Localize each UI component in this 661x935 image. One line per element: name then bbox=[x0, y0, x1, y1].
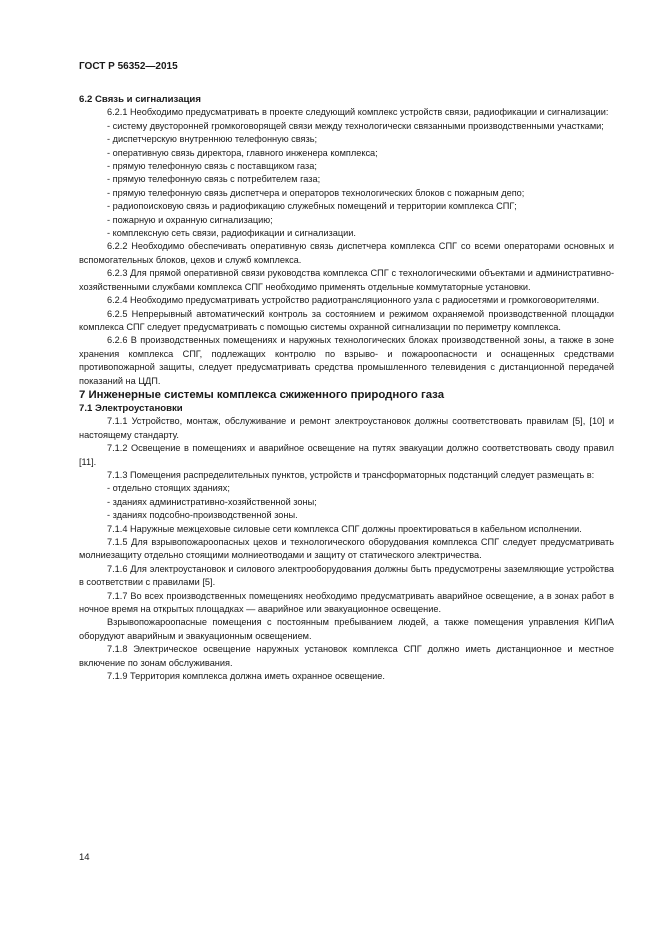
list-item: - комплексную сеть связи, радиофикации и сигнализации. bbox=[107, 228, 356, 239]
page-number: 14 bbox=[79, 852, 90, 863]
document-header: ГОСТ Р 56352—2015 bbox=[79, 61, 178, 72]
list-item: - отдельно стоящих зданиях; bbox=[107, 483, 230, 494]
paragraph-7-1-6: 7.1.6 Для электроустановок и силового электрооборудования должны быть предусмотрены заземляющие устройства в соответствии с правилами [5]. bbox=[79, 563, 614, 588]
list-item: - пожарную и охранную сигнализацию; bbox=[107, 214, 273, 225]
paragraph-7-1-8: 7.1.8 Электрическое освещение наружных установок комплекса СПГ должно иметь дистанционное и местное включение по зонам обслуживания. bbox=[79, 644, 614, 668]
section-heading-7-1: 7.1 Электроустановки bbox=[79, 402, 183, 414]
section-heading-6-2: 6.2 Связь и сигнализация bbox=[79, 94, 201, 105]
paragraph-6-2-3: 6.2.3 Для прямой оперативной связи руководства комплекса СПГ с технологическими объектами и административно-хозяйственными службами комплекса СПГ необходимо применять отдельные коммутаторные установки. bbox=[79, 268, 614, 292]
paragraph-6-2-5: 6.2.5 Непрерывный автоматический контроль за состоянием и режимом охраняемой производственной площадки комплекса СПГ следует предусматривать с помощью системы охранной сигнализации по периметру комплекса. bbox=[79, 308, 614, 332]
list-item: - прямую телефонную связь диспетчера и операторов технологических блоков с пожарным депо; bbox=[107, 187, 525, 198]
paragraph-6-2-1: 6.2.1 Необходимо предусматривать в проекте следующий комплекс устройств связи, радиофикации и сигнализации: bbox=[107, 107, 609, 118]
paragraph-7-1-7-continued: Взрывопожароопасные помещения с постоянным пребыванием людей, а также помещения управления КИПиА оборудуют аварийным и эвакуационным освещением. bbox=[79, 617, 614, 641]
list-item: - зданиях административно-хозяйственной зоны; bbox=[107, 496, 317, 507]
list-item: - зданиях подсобно-производственной зоны. bbox=[107, 510, 298, 521]
paragraph-7-1-1: 7.1.1 Устройство, монтаж, обслуживание и ремонт электроустановок должны соответствовать правилам [5], [10] и настоящему стандарту. bbox=[79, 416, 614, 440]
list-item: - прямую телефонную связь с поставщиком газа; bbox=[107, 161, 317, 172]
paragraph-7-1-2: 7.1.2 Освещение в помещениях и аварийное освещение на путях эвакуации должно соответствовать своду правил [11]. bbox=[79, 443, 614, 467]
paragraph-7-1-3: 7.1.3 Помещения распределительных пунктов, устройств и трансформаторных подстанций следует размещать в: bbox=[107, 469, 595, 480]
page-content bbox=[79, 93, 614, 683]
list-item: - систему двусторонней громкоговорящей связи между технологически связанными производственными участками; bbox=[107, 120, 604, 131]
paragraph-7-1-4: 7.1.4 Наружные межцеховые силовые сети комплекса СПГ должны проектироваться в кабельном исполнении. bbox=[107, 523, 582, 534]
list-item: - оперативную связь директора, главного инженера комплекса; bbox=[107, 147, 378, 158]
paragraph-7-1-7: 7.1.7 Во всех производственных помещениях необходимо предусматривать аварийное освещение, а в зонах работ в ночное время на открытых площадках — аварийное или эвакуационное освещение. bbox=[79, 590, 614, 615]
list-item: - диспетчерскую внутреннюю телефонную связь; bbox=[107, 134, 318, 145]
paragraph-7-1-9: 7.1.9 Территория комплекса должна иметь охранное освещение. bbox=[107, 671, 385, 682]
paragraph-6-2-2: 6.2.2 Необходимо обеспечивать оперативную связь диспетчера комплекса СПГ со всеми операторами основных и вспомогательных блоков, цехов и служб комплекса. bbox=[79, 241, 614, 265]
paragraph-6-2-6: 6.2.6 В производственных помещениях и наружных технологических блоках производственной зоны, а также в зоне хранения комплекса СПГ, подлежащих контролю по взрыво- и пожароопасности и оснащенных средствами противопожарной защиты, следует предусматривать средства промышленного телевидения с дистанционной передачей показаний на ЦДП. bbox=[79, 335, 614, 386]
paragraph-6-2-4: 6.2.4 Необходимо предусматривать устройство радиотрансляционного узла с радиосетями и громкоговорителями. bbox=[107, 295, 600, 306]
list-item: - прямую телефонную связь с потребителем газа; bbox=[107, 174, 321, 185]
section-heading-7: 7 Инженерные системы комплекса сжиженного природного газа bbox=[79, 388, 445, 401]
paragraph-7-1-5: 7.1.5 Для взрывопожароопасных цехов и технологического оборудования комплекса СПГ следует предусматривать молниезащиту отдельно стоящими молниеотводами и защиту от статического электричества. bbox=[79, 537, 614, 561]
list-item: - радиопоисковую связь и радиофикацию служебных помещений и территории комплекса СПГ; bbox=[107, 201, 517, 212]
